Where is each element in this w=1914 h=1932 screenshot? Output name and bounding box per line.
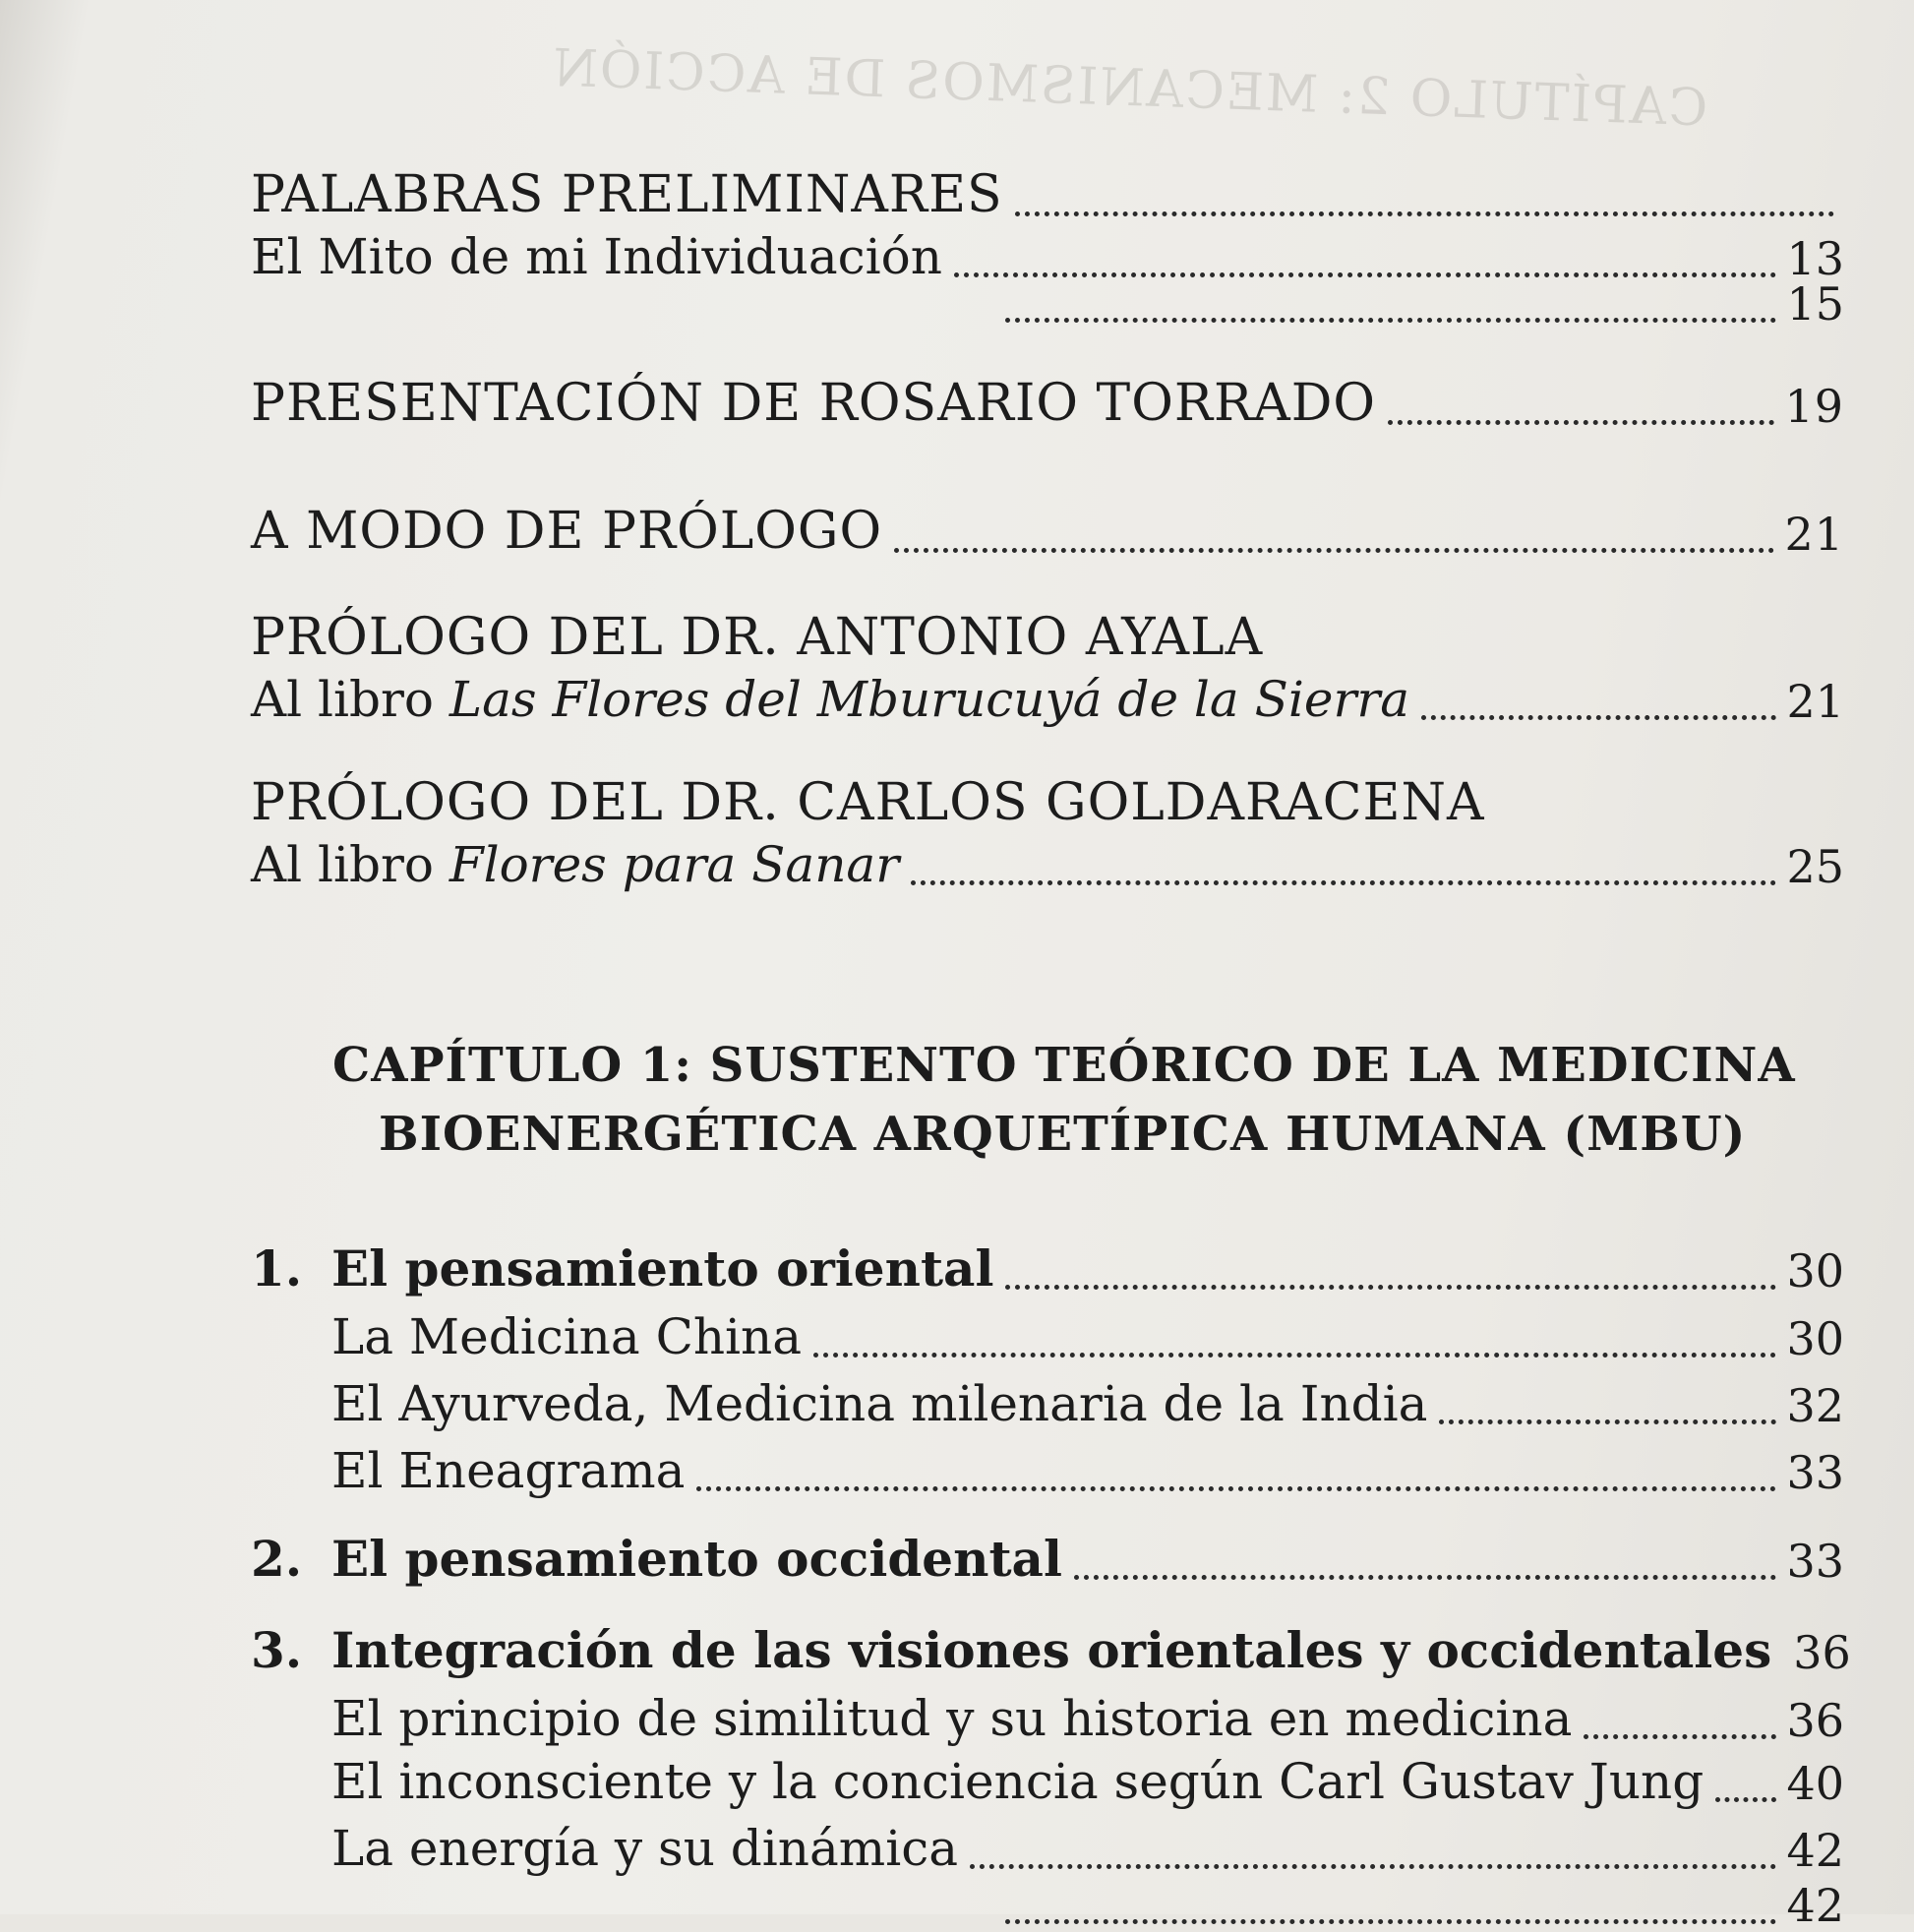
toc-entry-inconsciente-jung[interactable] <box>331 1753 1844 1810</box>
toc-page-number: 36 <box>1793 1626 1851 1679</box>
toc-entry-title: El inconsciente y la conciencia según Carl Gustav Jung <box>331 1753 1705 1810</box>
toc-page-number: 15 <box>1786 277 1844 331</box>
dot-leader <box>1074 1575 1777 1580</box>
dot-leader <box>1005 1285 1776 1290</box>
dot-leader <box>1439 1419 1776 1424</box>
dot-leader <box>1005 1919 1776 1924</box>
toc-entry-title: El Mito de mi Individuación <box>251 228 942 285</box>
dot-leader <box>911 880 1776 885</box>
show-through-text: CAPÍTULO 2: MECANISMOS DE ACCIÓN <box>550 38 1709 139</box>
toc-entry-title: A MODO DE PRÓLOGO <box>251 502 883 561</box>
toc-page-number: 42 <box>1786 1824 1844 1877</box>
dot-leader <box>1421 715 1776 720</box>
toc-page-number: 42 <box>1786 1879 1844 1932</box>
toc-entry-title: Al libro Las Flores del Mburucuyá de la Sierra <box>251 671 1410 728</box>
toc-entry-title: La energía y su dinámica <box>331 1820 959 1877</box>
toc-entry-continuation[interactable] <box>993 277 1844 331</box>
toc-page-number: 30 <box>1786 1312 1844 1365</box>
dot-leader <box>696 1486 1776 1491</box>
chapter-heading-line-1: CAPÍTULO 1: SUSTENTO TEÓRICO DE LA MEDICINA <box>332 1038 1796 1093</box>
toc-entry-title: La Medicina China <box>331 1308 803 1365</box>
toc-entry-title: PALABRAS PRELIMINARES <box>251 165 1003 224</box>
toc-entry-palabras-preliminares[interactable] <box>251 165 1844 224</box>
toc-entry-ayurveda[interactable] <box>331 1375 1844 1432</box>
dot-leader <box>1388 420 1774 425</box>
toc-section-3[interactable] <box>251 1621 1851 1679</box>
toc-page-number: 25 <box>1786 840 1844 893</box>
toc-page-number: 13 <box>1786 232 1844 285</box>
dot-leader <box>1015 211 1834 216</box>
toc-entry-title: Al libro Flores para Sanar <box>251 836 900 893</box>
toc-entry-title: El pensamiento occidental <box>331 1530 1062 1588</box>
toc-entry-cutoff-42[interactable] <box>993 1879 1844 1932</box>
section-number: 3. <box>251 1621 303 1679</box>
section-number: 1. <box>251 1239 303 1298</box>
dot-leader <box>1005 318 1776 323</box>
toc-entry-title: PRESENTACIÓN DE ROSARIO TORRADO <box>251 374 1377 433</box>
toc-entry-title: PRÓLOGO DEL DR. ANTONIO AYALA <box>251 608 1264 667</box>
toc-entry-al-libro-mburucuya[interactable] <box>251 671 1844 728</box>
toc-entry-title: PRÓLOGO DEL DR. CARLOS GOLDARACENA <box>251 773 1485 832</box>
toc-page-number: 33 <box>1786 1535 1844 1588</box>
toc-page-number: 21 <box>1784 508 1844 561</box>
toc-entry-energia-dinamica[interactable] <box>331 1820 1844 1877</box>
toc-entry-principio-similitud[interactable] <box>331 1690 1844 1747</box>
dot-leader <box>894 548 1774 553</box>
toc-entry-eneagrama[interactable] <box>331 1442 1844 1499</box>
chapter-heading-line-2: BIOENERGÉTICA ARQUETÍPICA HUMANA (MBU) <box>379 1107 1747 1162</box>
dot-leader <box>813 1353 1776 1358</box>
toc-entry-a-modo-de-prologo[interactable] <box>251 502 1844 561</box>
toc-entry-title: Integración de las visiones orientales y occidentales <box>331 1621 1772 1679</box>
toc-section-2[interactable] <box>251 1530 1844 1588</box>
toc-section-1[interactable] <box>251 1239 1844 1298</box>
toc-entry-title: El pensamiento oriental <box>331 1239 994 1298</box>
toc-entry-al-libro-flores-para-sanar[interactable] <box>251 836 1844 893</box>
toc-entry-title: El principio de similitud y su historia en medicina <box>331 1690 1573 1747</box>
toc-entry-prologo-goldaracena[interactable] <box>251 773 1844 832</box>
toc-entry-title: El Eneagrama <box>331 1442 686 1499</box>
toc-page-number: 19 <box>1784 380 1844 433</box>
dot-leader <box>1715 1797 1776 1802</box>
toc-page-number: 21 <box>1786 675 1844 728</box>
dot-leader <box>970 1864 1776 1869</box>
toc-entry-medicina-china[interactable] <box>331 1308 1844 1365</box>
section-number: 2. <box>251 1530 303 1588</box>
toc-page-number: 33 <box>1786 1446 1844 1499</box>
toc-entry-prologo-ayala[interactable] <box>251 608 1844 667</box>
toc-page-number: 30 <box>1786 1244 1844 1298</box>
dot-leader <box>1584 1734 1776 1739</box>
toc-page-number: 32 <box>1786 1379 1844 1432</box>
toc-page-number: 40 <box>1786 1757 1844 1810</box>
toc-entry-title: El Ayurveda, Medicina milenaria de la India <box>331 1375 1428 1432</box>
toc-page-number: 36 <box>1786 1694 1844 1747</box>
toc-entry-presentacion[interactable] <box>251 374 1844 433</box>
